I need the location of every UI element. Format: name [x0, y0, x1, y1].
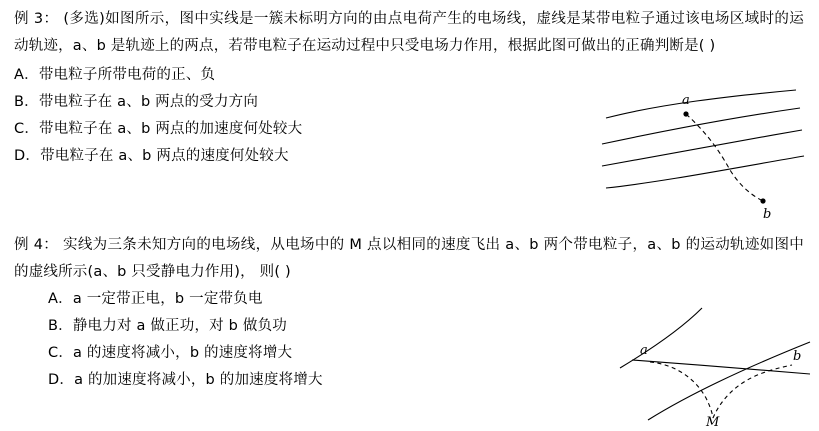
- problem-3-choice-d: D．带电粒子在 a、b 两点的速度何处较大: [14, 148, 289, 164]
- point-b-label: b: [793, 349, 802, 364]
- problem-4-label: 例 4：: [14, 237, 59, 253]
- point-b-label: b: [763, 207, 772, 221]
- problem-example-3: [0, 6, 819, 221]
- problem-4-choice-d: D．a 的加速度将减小，b 的加速度将增大: [48, 372, 323, 388]
- problem-4-choice-b: B．静电力对 a 做正功，对 b 做负功: [48, 318, 287, 334]
- point-a-label: a: [682, 93, 690, 108]
- problem-4-choice-c: C．a 的速度将减小，b 的速度将增大: [48, 345, 293, 361]
- problem-4-stem: [0, 232, 818, 286]
- trajectory-b-dashed: [713, 365, 792, 418]
- problem-3-choice-a: A．带电粒子所带电荷的正、负: [14, 67, 216, 83]
- problem-3-figure: [600, 86, 810, 221]
- problem-4-choice-a: A．a 一定带正电，b 一定带负电: [48, 291, 263, 307]
- point-a-label: a: [640, 343, 648, 358]
- trajectory-a-dashed: [650, 362, 713, 418]
- problem-4-text: 实线为三条未知方向的电场线，从电场中的 M 点以相同的速度飞出 a、b 两个带电粒子，a、b 的运动轨迹如图中的虚线所示(a、b 只受静电力作用)， 则( ): [14, 237, 804, 280]
- problem-example-4: [0, 232, 819, 427]
- problem-3-label: 例 3：: [14, 11, 59, 27]
- problem-3-stem: [0, 6, 818, 60]
- problem-4-figure: [610, 302, 815, 427]
- point-m-label: M: [706, 415, 720, 427]
- trajectory-dashed-curve: [686, 114, 765, 202]
- point-b-marker: [760, 198, 765, 203]
- point-a-marker: [683, 111, 688, 116]
- problem-3-choice-c: C．带电粒子在 a、b 两点的加速度何处较大: [14, 121, 303, 137]
- problem-3-choice-b: B．带电粒子在 a、b 两点的受力方向: [14, 94, 259, 110]
- problem-3-text: (多选)如图所示，图中实线是一簇未标明方向的由点电荷产生的电场线，虚线是某带电粒子通过该电场区域时的运动轨迹，a、b 是轨迹上的两点，若带电粒子在运动过程中只受电场力作用，根据此图可做出的正确判断是( ): [14, 11, 804, 54]
